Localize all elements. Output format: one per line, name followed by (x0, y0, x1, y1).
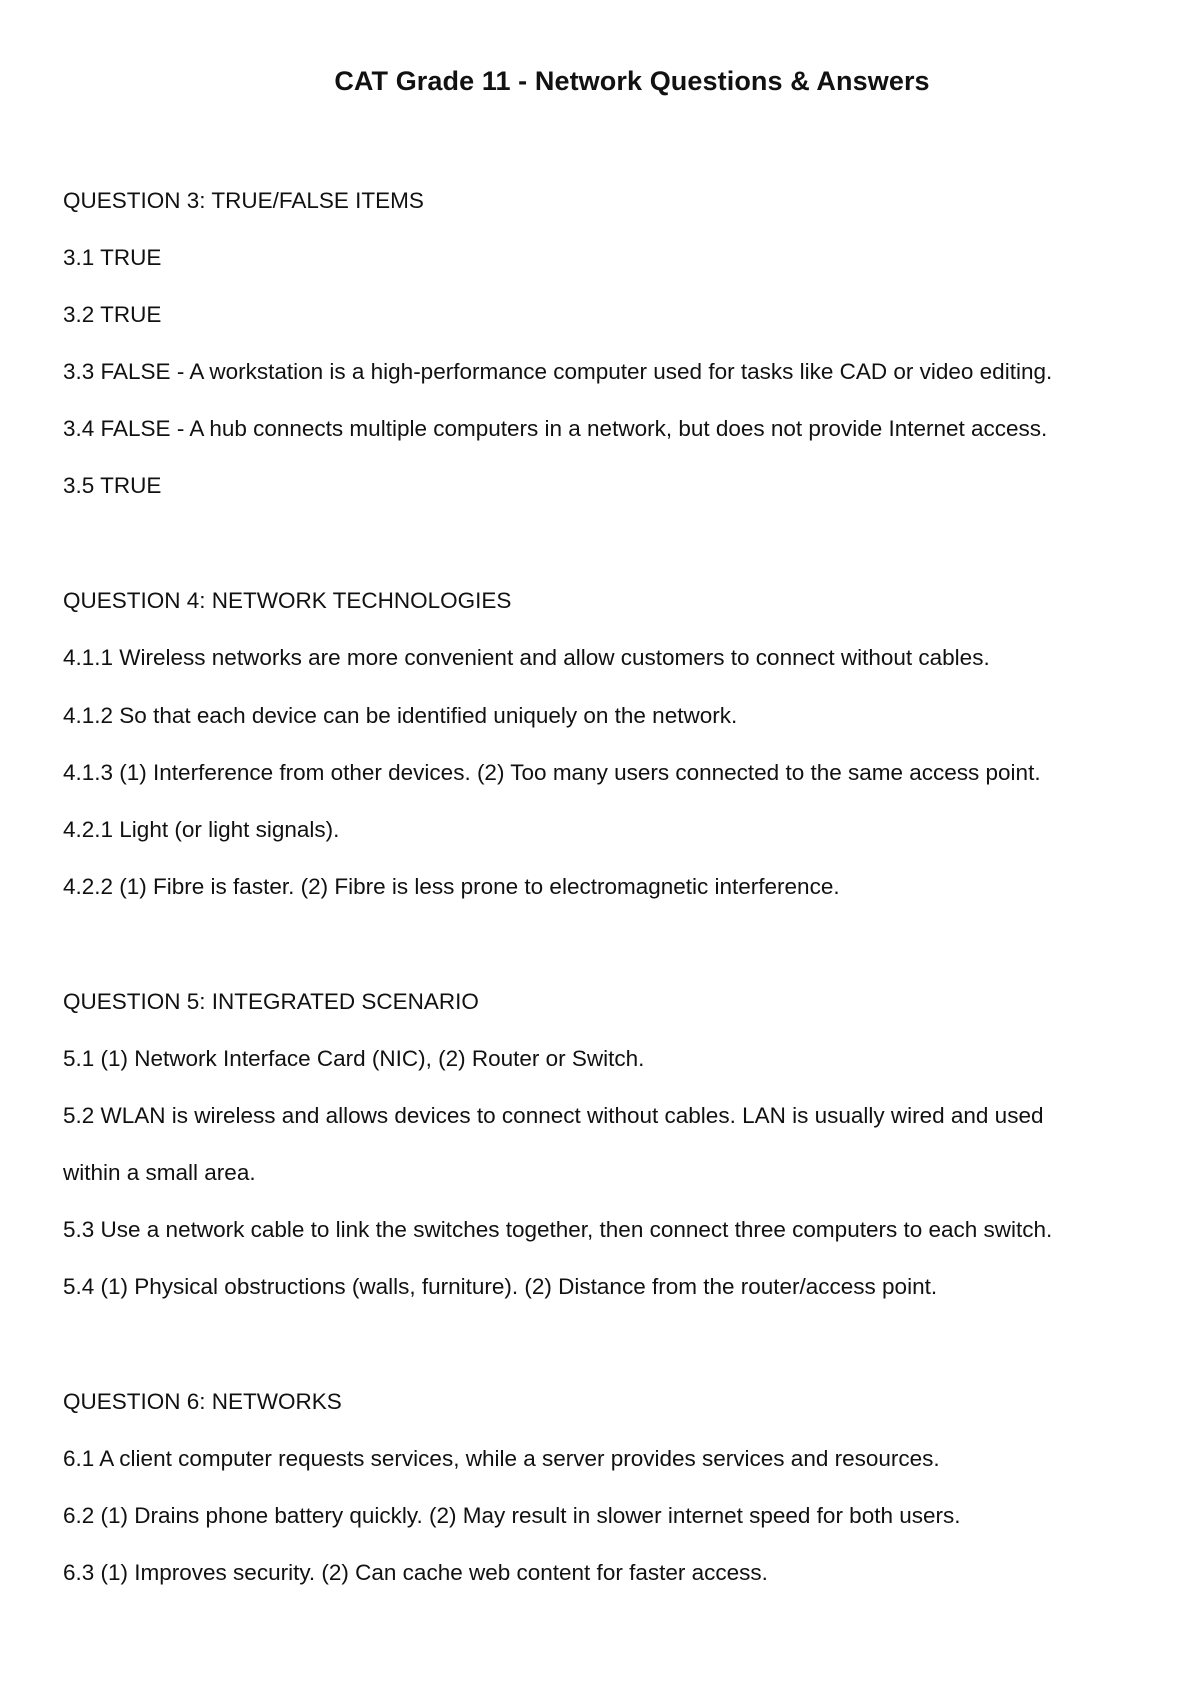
answer-3-5: 3.5 TRUE (63, 473, 162, 498)
answer-6-2: 6.2 (1) Drains phone battery quickly. (2) May result in slower internet speed for both users. (63, 1503, 961, 1528)
section-heading-question-6: QUESTION 6: NETWORKS (63, 1389, 342, 1414)
section-heading-question-5: QUESTION 5: INTEGRATED SCENARIO (63, 989, 479, 1014)
answer-4-2-2: 4.2.2 (1) Fibre is faster. (2) Fibre is less prone to electromagnetic interference. (63, 874, 840, 899)
answer-5-1: 5.1 (1) Network Interface Card (NIC), (2) Router or Switch. (63, 1046, 645, 1071)
answer-5-2: 5.2 WLAN is wireless and allows devices to connect without cables. LAN is usually wired and used (63, 1103, 1044, 1128)
answer-3-1: 3.1 TRUE (63, 245, 162, 270)
answer-5-3: 5.3 Use a network cable to link the switches together, then connect three computers to each switch. (63, 1217, 1053, 1242)
answer-6-3: 6.3 (1) Improves security. (2) Can cache web content for faster access. (63, 1560, 768, 1585)
answer-4-1-1: 4.1.1 Wireless networks are more convenient and allow customers to connect without cables. (63, 645, 990, 670)
document-title: CAT Grade 11 - Network Questions & Answers (334, 66, 930, 96)
answer-3-4: 3.4 FALSE - A hub connects multiple computers in a network, but does not provide Internet access. (63, 416, 1048, 441)
section-heading-question-3: QUESTION 3: TRUE/FALSE ITEMS (63, 188, 424, 213)
answer-4-1-3: 4.1.3 (1) Interference from other devices. (2) Too many users connected to the same access point. (63, 760, 1041, 785)
section-heading-question-4: QUESTION 4: NETWORK TECHNOLOGIES (63, 588, 512, 613)
answer-3-2: 3.2 TRUE (63, 302, 162, 327)
answer-4-2-1: 4.2.1 Light (or light signals). (63, 817, 340, 842)
answer-3-3: 3.3 FALSE - A workstation is a high-performance computer used for tasks like CAD or video editing. (63, 359, 1053, 384)
answer-5-2-continued: within a small area. (63, 1160, 256, 1185)
answer-4-1-2: 4.1.2 So that each device can be identified uniquely on the network. (63, 703, 738, 728)
answer-5-4: 5.4 (1) Physical obstructions (walls, furniture). (2) Distance from the router/access point. (63, 1274, 938, 1299)
answer-6-1: 6.1 A client computer requests services, while a server provides services and resources. (63, 1446, 940, 1471)
